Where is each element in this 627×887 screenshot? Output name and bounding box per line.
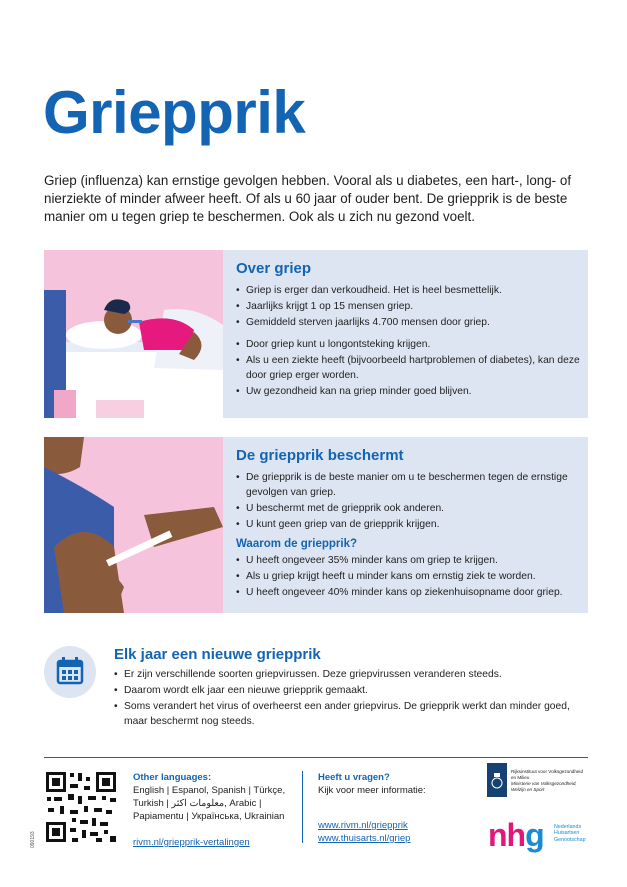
list-item: • Door griep kunt u longontsteking krijgen. bbox=[236, 337, 580, 352]
rivm-text: en Milieu bbox=[511, 775, 530, 780]
over-griep-panel bbox=[44, 250, 588, 418]
list-item: • U heeft ongeveer 40% minder kans op ziekenhuisopname door griep. bbox=[236, 585, 580, 600]
languages-line: Turkish | معلومات اكثر, Arabic | bbox=[133, 798, 262, 809]
list-item: • Uw gezondheid kan na griep minder goed blijven. bbox=[236, 384, 580, 399]
list-item: • De griepprik is de beste manier om u te beschermen tegen de ernstige gevolgen van griep. bbox=[236, 470, 580, 500]
list-item: • Gemiddeld sterven jaarlijks 4.700 mensen door griep. bbox=[236, 315, 580, 330]
rivm-link[interactable]: www.rivm.nl/griepprik bbox=[318, 820, 408, 831]
nhg-text: Nederlands bbox=[554, 824, 582, 830]
list-item: • U heeft ongeveer 35% minder kans om griep te krijgen. bbox=[236, 553, 580, 568]
document-code: 090193 bbox=[30, 831, 36, 848]
questions-block bbox=[318, 771, 468, 845]
nhg-text: Genootschap bbox=[554, 836, 586, 843]
rivm-text: Rijksinstituut voor Volksgezondheid bbox=[511, 769, 584, 774]
questions-heading: Heeft u vragen? bbox=[318, 772, 390, 783]
calendar-icon bbox=[44, 646, 96, 698]
griepprik-beschermt-panel bbox=[44, 437, 588, 613]
other-languages-heading: Other languages: bbox=[133, 772, 212, 783]
list-item: • Jaarlijks krijgt 1 op 15 mensen griep. bbox=[236, 299, 580, 314]
qr-code[interactable] bbox=[44, 770, 118, 844]
rivm-text: Ministerie van Volksgezondheid, bbox=[511, 781, 577, 786]
list-item: • Griep is erger dan verkoudheid. Het is heel besmettelijk. bbox=[236, 283, 580, 298]
waarom-subheading: Waarom de griepprik? bbox=[236, 538, 357, 550]
page-title: Griepprik bbox=[43, 79, 306, 146]
beschermt-heading: De griepprik beschermt bbox=[236, 447, 404, 464]
footer-divider bbox=[44, 757, 588, 758]
nhg-wordmark: nhg bbox=[488, 817, 544, 853]
rivm-text: Welzijn en Sport bbox=[511, 787, 545, 792]
list-item: • Soms verandert het virus of overheerst een ander griepvirus. De griepprik werkt dan minder goed, maar beschermt nog steeds. bbox=[114, 699, 592, 729]
over-griep-heading: Over griep bbox=[236, 260, 312, 277]
vaccination-illustration bbox=[44, 437, 223, 613]
footer-separator bbox=[302, 771, 303, 843]
list-item: • Als u een ziekte heeft (bijvoorbeeld hartproblemen of diabetes), kan deze door griep erger worden. bbox=[236, 353, 580, 383]
list-item: • Daarom wordt elk jaar een nieuwe griepprik gemaakt. bbox=[114, 683, 592, 698]
thuisarts-link[interactable]: www.thuisarts.nl/griep bbox=[318, 833, 411, 844]
questions-text: Kijk voor meer informatie: bbox=[318, 785, 426, 796]
list-item: • Er zijn verschillende soorten griepvirussen. Deze griepvirussen veranderen steeds. bbox=[114, 667, 592, 682]
languages-line: English | Espanol, Spanish | Türkçe, bbox=[133, 785, 286, 796]
list-item: • U kunt geen griep van de griepprik krijgen. bbox=[236, 517, 580, 532]
list-item: • U beschermt met de griepprik ook anderen. bbox=[236, 501, 580, 516]
list-item: • Als u griep krijgt heeft u minder kans om ernstig ziek te worden. bbox=[236, 569, 580, 584]
languages-line: Papiamentu | Українська, Ukrainian bbox=[133, 811, 285, 822]
rijksoverheid-emblem-icon bbox=[487, 763, 507, 797]
yearly-heading: Elk jaar een nieuwe griepprik bbox=[114, 646, 321, 663]
nhg-text: Huisartsen bbox=[554, 830, 580, 837]
other-languages bbox=[133, 771, 293, 849]
sick-person-illustration bbox=[44, 250, 223, 418]
intro-text: Griep (influenza) kan ernstige gevolgen hebben. Vooral als u diabetes, een hart-, long- of nierziekte of minder afweer heeft. Of als u 60 jaar of ouder bent. De griepprik is de beste manier om u tegen griep te beschermen. Ook als u zich nu gezond voelt. bbox=[44, 173, 572, 224]
translations-link[interactable]: rivm.nl/griepprik-vertalingen bbox=[133, 837, 250, 848]
